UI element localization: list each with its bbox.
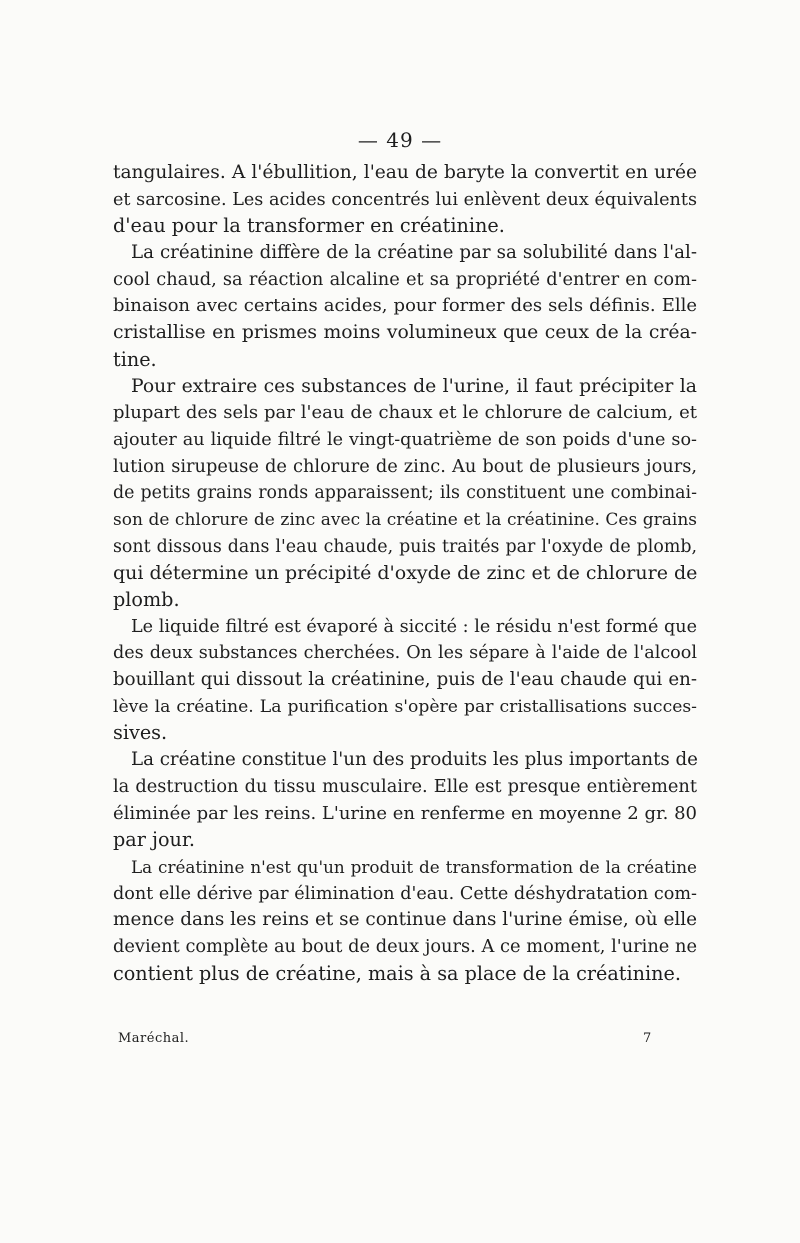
text-line: lution sirupeuse de chlorure de zinc. Au bout de plusieurs jours, [113, 455, 697, 477]
footer-signature: 7 [643, 1031, 652, 1046]
text-line: sont dissous dans l'eau chaude, puis traités par l'oxyde de plomb, [113, 536, 697, 557]
text-line: Le liquide filtré est évaporé à siccité : le résidu n'est formé que [131, 616, 697, 637]
text-line: bouillant qui dissout la créatinine, puis de l'eau chaude qui en- [113, 669, 697, 691]
text-line: contient plus de créatine, mais à sa place de la créatinine. [113, 961, 681, 985]
text-line: cool chaud, sa réaction alcaline et sa propriété d'entrer en com- [113, 268, 697, 290]
text-line: lève la créatine. La purification s'opère par cristallisations succes- [113, 696, 697, 717]
text-line: de petits grains ronds apparaissent; ils constituent une combinai- [113, 483, 697, 504]
page-number: — 49 — [357, 128, 443, 152]
text-line: éliminée par les reins. L'urine en renferme en moyenne 2 gr. 80 [113, 802, 697, 824]
text-line: et sarcosine. Les acides concentrés lui enlèvent deux équivalents [113, 189, 697, 210]
text-line: d'eau pour la transformer en créatinine. [113, 214, 505, 238]
text-line: La créatinine diffère de la créatine par sa solubilité dans l'al- [131, 242, 697, 264]
text-line: La créatinine n'est qu'un produit de transformation de la créatine [131, 856, 697, 877]
text-line: tangulaires. A l'ébullition, l'eau de baryte la convertit en urée [113, 162, 697, 183]
text-line: mence dans les reins et se continue dans l'urine émise, où elle [113, 909, 697, 931]
text-line: sives. [113, 721, 168, 745]
text-line: cristallise en prismes moins volumineux que ceux de la créa- [113, 322, 697, 344]
body-text [113, 160, 697, 987]
text-line: tine. [113, 347, 157, 371]
text-line: ajouter au liquide filtré le vingt-quatrième de son poids d'une so- [113, 429, 697, 450]
text-line: Pour extraire ces substances de l'urine, il faut précipiter la [131, 375, 697, 397]
text-line: des deux substances cherchées. On les sépare à l'aide de l'alcool [113, 643, 697, 664]
text-line: dont elle dérive par élimination d'eau. Cette déshydratation com- [113, 883, 697, 904]
text-line: plupart des sels par l'eau de chaux et le chlorure de calcium, et [113, 402, 697, 424]
text-line: La créatine constitue l'un des produits les plus importants de [131, 749, 698, 771]
text-line: devient complète au bout de deux jours. A ce moment, l'urine ne [113, 935, 697, 957]
text-line: par jour. [113, 828, 196, 852]
text-line: binaison avec certains acides, pour former des sels définis. Elle [113, 295, 697, 317]
text-line: son de chlorure de zinc avec la créatine et la créatinine. Ces grains [113, 509, 697, 530]
footer-author: Maréchal. [118, 1031, 190, 1046]
text-line: plomb. [113, 588, 180, 611]
text-line: la destruction du tissu musculaire. Elle est presque entièrement [113, 775, 697, 797]
text-line: qui détermine un précipité d'oxyde de zinc et de chlorure de [113, 562, 698, 585]
